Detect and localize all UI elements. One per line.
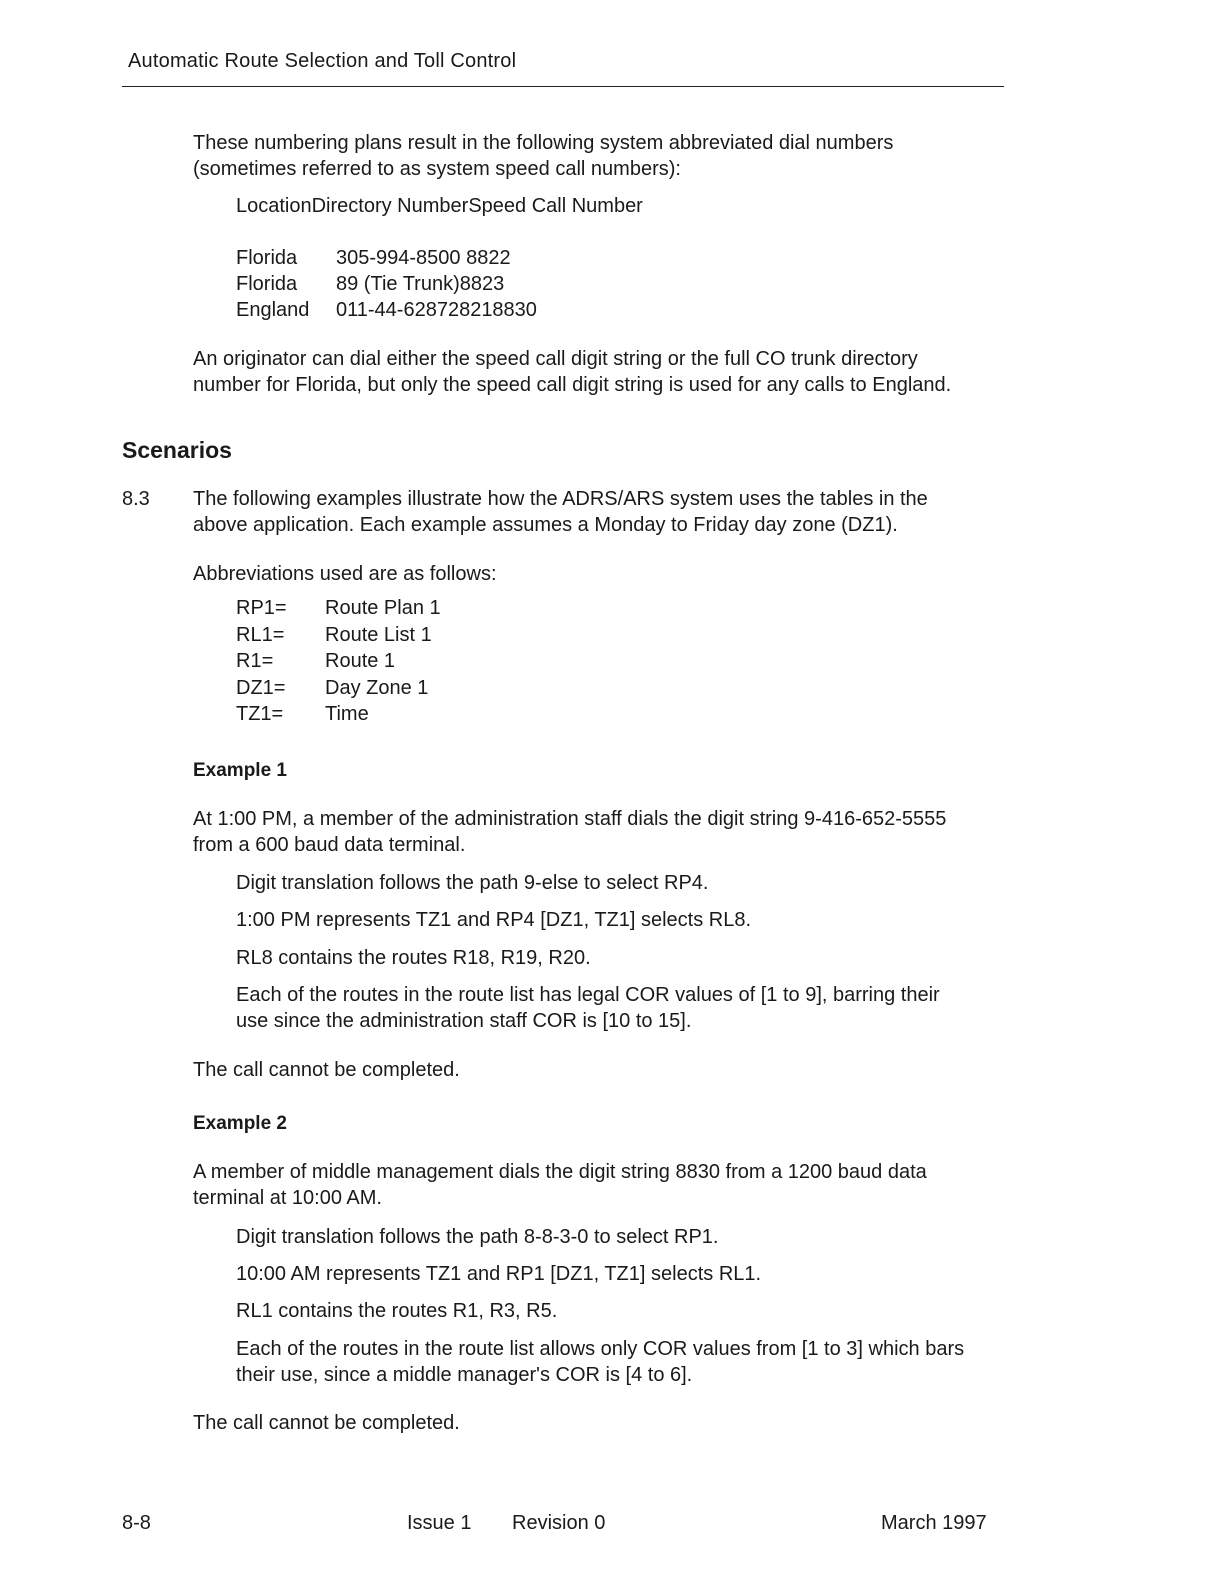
example-1-step-1: Digit translation follows the path 9-else to select RP4. [236,872,709,894]
example-1-intro-line-1: At 1:00 PM, a member of the administration staff dials the digit string 9-416-652-5555 [193,808,947,830]
page-header-title: Automatic Route Selection and Toll Control [128,50,517,72]
example-2-intro-line-2: terminal at 10:00 AM. [193,1187,382,1209]
scenarios-line-2: above application. Each example assumes a Monday to Friday day zone (DZ1). [193,514,898,536]
abbreviation-meaning: Time [325,703,369,725]
abbreviation-term: R1= [236,650,274,672]
section-number: 8.3 [122,488,150,510]
originator-line-2: number for Florida, but only the speed call digit string is used for any calls to England. [193,374,952,396]
originator-line-1: An originator can dial either the speed call digit string or the full CO trunk directory [193,348,918,370]
scenarios-heading: Scenarios [122,437,232,463]
abbreviation-term: RL1= [236,624,285,646]
table-row-number: 89 (Tie Trunk)8823 [336,273,505,295]
abbreviation-meaning: Route Plan 1 [325,597,441,619]
abbreviation-meaning: Route 1 [325,650,396,672]
table-row-number: 011-44-628728218830 [336,299,537,321]
footer-page-number: 8-8 [122,1512,151,1534]
footer-date: March 1997 [881,1512,987,1534]
speed-call-table-header: LocationDirectory NumberSpeed Call Number [236,195,643,217]
intro-line-2: (sometimes referred to as system speed call numbers): [193,158,681,180]
example-1-step-4-line-2: use since the administration staff COR is [10 to 15]. [236,1010,692,1032]
example-2-title: Example 2 [193,1113,287,1134]
scenarios-line-1: The following examples illustrate how the ADRS/ARS system uses the tables in the [193,488,928,510]
example-2-step-4-line-2: their use, since a middle manager's COR is [4 to 6]. [236,1364,693,1386]
table-row-number: 305-994-8500 8822 [336,247,511,269]
example-2-step-1: Digit translation follows the path 8-8-3-0 to select RP1. [236,1226,719,1248]
footer-issue: Issue 1 [407,1512,472,1534]
abbreviations-intro: Abbreviations used are as follows: [193,563,497,585]
example-2-step-4-line-1: Each of the routes in the route list allows only COR values from [1 to 3] which bars [236,1338,965,1360]
intro-line-1: These numbering plans result in the following system abbreviated dial numbers [193,132,894,154]
example-1-result: The call cannot be completed. [193,1059,460,1081]
example-1-step-4-line-1: Each of the routes in the route list has legal COR values of [1 to 9], barring their [236,984,940,1006]
abbreviation-term: RP1= [236,597,287,619]
example-1-intro-line-2: from a 600 baud data terminal. [193,834,466,856]
abbreviation-meaning: Route List 1 [325,624,432,646]
example-1-title: Example 1 [193,760,287,781]
footer-revision: Revision 0 [512,1512,606,1534]
header-divider [122,86,1004,87]
table-row-location: Florida [236,247,298,269]
abbreviation-term: DZ1= [236,677,286,699]
example-1-step-3: RL8 contains the routes R18, R19, R20. [236,947,591,969]
example-2-step-3: RL1 contains the routes R1, R3, R5. [236,1300,558,1322]
example-2-intro-line-1: A member of middle management dials the digit string 8830 from a 1200 baud data [193,1161,927,1183]
example-2-result: The call cannot be completed. [193,1412,460,1434]
abbreviation-meaning: Day Zone 1 [325,677,429,699]
abbreviation-term: TZ1= [236,703,284,725]
example-2-step-2: 10:00 AM represents TZ1 and RP1 [DZ1, TZ1] selects RL1. [236,1263,762,1285]
table-row-location: England [236,299,310,321]
example-1-step-2: 1:00 PM represents TZ1 and RP4 [DZ1, TZ1] selects RL8. [236,909,752,931]
table-row-location: Florida [236,273,298,295]
